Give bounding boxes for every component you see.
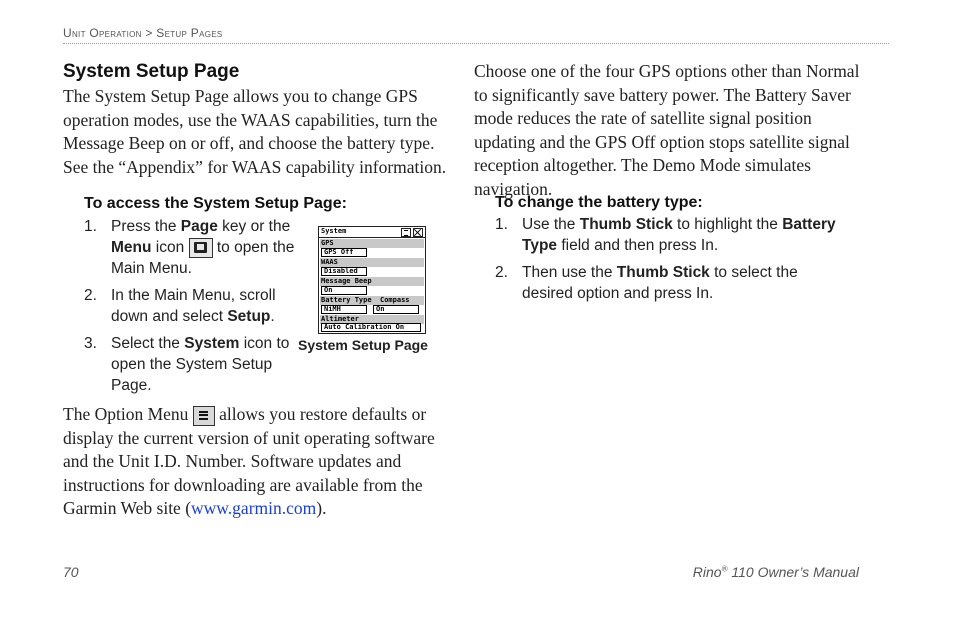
message-beep-label: Message Beep (320, 277, 424, 286)
compass-field: On (373, 305, 419, 314)
battery-type-field: NiMH (321, 305, 367, 314)
device-title: System (321, 227, 347, 235)
device-menu-icon (401, 228, 411, 237)
waas-label: WAAS (320, 258, 424, 267)
gps-field: GPS Off (321, 248, 367, 257)
step-text: Select the System icon to open the System Setup Page. (111, 335, 290, 394)
step-number: 1. (84, 218, 97, 235)
battery-type-label: Battery Type (522, 216, 836, 254)
menu-label: Menu (111, 239, 152, 256)
message-beep-field: On (321, 286, 367, 295)
garmin-website-link[interactable]: www.garmin.com (191, 498, 317, 518)
altimeter-field: Auto Calibration On (321, 323, 421, 332)
step-number: 2. (84, 287, 97, 304)
section-title: System Setup Page (63, 61, 240, 82)
access-step-2 (84, 285, 304, 329)
battery-compass-label: Battery Type Compass (320, 296, 424, 305)
screenshot-caption: System Setup Page (298, 337, 428, 353)
option-menu-paragraph: The Option Menu allows you restore defaults or display the current version of unit operating software and the Unit I.D. Number. Software updates and instructions for downloading are available from the Garmin Web site (www.garmin.com). (63, 404, 435, 518)
device-close-icon (413, 228, 423, 237)
access-procedure-heading: To access the System Setup Page: (84, 195, 347, 212)
device-titlebar (319, 227, 425, 238)
step-text: Then use the Thumb Stick to select the desired option and press In. (522, 264, 798, 302)
altimeter-label: Altimeter (320, 315, 424, 324)
thumb-stick-label: Thumb Stick (579, 216, 673, 233)
access-step-1 (84, 216, 304, 282)
battery-step-1 (495, 214, 855, 258)
setup-label: Setup (227, 308, 271, 325)
waas-field: Disabled (321, 267, 367, 276)
gps-options-paragraph: Choose one of the four GPS options other than Normal to significantly save battery power. The Battery Saver mode reduces the rate of satellite signal position updating and the GPS Off option stops satellite signal reception altogether. The Demo Mode simulates navigation. (474, 61, 860, 199)
page-key-label: Page (180, 218, 218, 235)
header-divider (63, 43, 889, 44)
battery-procedure-heading: To change the battery type: (495, 194, 703, 211)
thumb-stick-label: Thumb Stick (616, 264, 710, 281)
page-number: 70 (63, 564, 79, 580)
battery-step-2 (495, 262, 855, 306)
intro-paragraph: The System Setup Page allows you to change GPS operation modes, use the WAAS capabilities, turn the Message Beep on or off, and choose the battery type. See the “Appendix” for WAAS capability information. (63, 86, 447, 177)
step-number: 1. (495, 216, 508, 233)
system-setup-screenshot (318, 226, 426, 334)
menu-icon (189, 238, 213, 258)
step-text: In the Main Menu, scroll down and select Setup. (111, 287, 276, 325)
system-label: System (184, 335, 240, 352)
manual-title: Rino® 110 Owner’s Manual (692, 564, 859, 580)
step-text: Use the Thumb Stick to highlight the Battery Type field and then press In. (522, 216, 836, 254)
option-menu-icon (193, 406, 215, 426)
gps-label: GPS (320, 239, 424, 248)
breadcrumb: Unit Operation > Setup Pages (63, 26, 223, 40)
access-step-3 (84, 333, 304, 399)
step-number: 3. (84, 335, 97, 352)
step-text: Press the Page key or the Menu icon to open the Main Menu. (111, 218, 295, 277)
step-number: 2. (495, 264, 508, 281)
